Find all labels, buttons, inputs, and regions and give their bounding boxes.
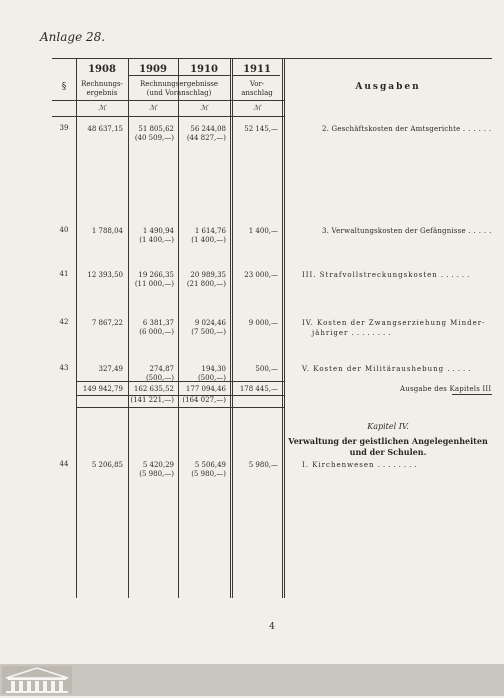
row-41-sec: 41 — [59, 270, 69, 278]
row-41-1910: 20 989,35 — [190, 271, 226, 279]
year-1911: 1911 — [243, 64, 271, 75]
row-42-1909: 6 381,37 — [142, 319, 174, 327]
row-39-1910-est: (44 827,—) — [186, 134, 226, 142]
sub-1908-b: ergebnis — [86, 89, 118, 97]
total-1910-est: (164 027,—) — [182, 396, 226, 404]
row-44-1909-est: (5 980,—) — [139, 470, 174, 478]
row-42-1911: 9 000,— — [248, 319, 278, 327]
unit-1910: ℳ — [200, 104, 208, 112]
row-39-desc: 2. Geschäftskosten der Amtsgerichte ...... — [322, 125, 495, 133]
row-43-1908: 327,49 — [98, 365, 123, 373]
row-42-1910: 9 024,46 — [194, 319, 226, 327]
row-41-1909-est: (11 000,—) — [134, 280, 174, 288]
row-44-desc: I. Kirchenwesen ........ — [302, 461, 420, 469]
total-1909-est: (141 221,—) — [130, 396, 174, 404]
unit-1911: ℳ — [253, 104, 261, 112]
sub-1908-a: Rechnungs- — [81, 80, 123, 88]
row-44-1909: 5 420,29 — [142, 461, 174, 469]
ausgaben-header: Ausgaben — [355, 82, 421, 92]
total-1909: 162 635,52 — [133, 385, 174, 393]
row-39-1908: 48 637,15 — [87, 125, 123, 133]
row-43-1910: 194,30 — [201, 365, 226, 373]
chapter-heading-1: Verwaltung der geistlichen Angelegenheiten — [288, 436, 488, 446]
chapter-heading-2: und der Schulen. — [349, 447, 427, 457]
sub-1911-a: Vor- — [249, 80, 265, 88]
row-39-1911: 52 145,— — [244, 125, 278, 133]
unit-1908: ℳ — [98, 104, 106, 112]
row-40-1910-est: (1 400,—) — [191, 236, 226, 244]
row-44-sec: 44 — [59, 460, 69, 468]
row-40-1909-est: (1 400,—) — [139, 236, 174, 244]
row-43-desc: V. Kosten der Militäraushebung ..... — [302, 365, 474, 373]
row-43-1910-est: (500,—) — [197, 374, 226, 382]
row-42-1910-est: (7 500,—) — [191, 328, 226, 336]
row-41-1908: 12 393,50 — [87, 271, 123, 279]
total-1908: 149 942,79 — [82, 385, 123, 393]
total-1910: 177 094,46 — [185, 385, 226, 393]
total-1911: 178 445,— — [239, 385, 278, 393]
row-40-1908: 1 788,04 — [91, 227, 123, 235]
row-42-1909-est: (6 000,—) — [139, 328, 174, 336]
sub-1911-b: anschlag — [241, 89, 273, 97]
row-41-1911: 23 000,— — [244, 271, 278, 279]
row-39-1909: 51 805,62 — [138, 125, 174, 133]
row-41-1909: 19 266,35 — [138, 271, 174, 279]
row-41-1910-est: (21 800,—) — [186, 280, 226, 288]
group-sub-b: (und Voranschlag) — [146, 89, 212, 97]
row-44-1908: 5 206,85 — [91, 461, 123, 469]
footer-strip — [0, 664, 504, 696]
row-40-sec: 40 — [59, 226, 69, 234]
row-44-1910: 5 506,49 — [194, 461, 226, 469]
year-1909: 1909 — [139, 64, 167, 75]
row-43-1909: 274,87 — [149, 365, 174, 373]
row-39-1910: 56 244,08 — [190, 125, 226, 133]
row-43-1909-est: (500,—) — [145, 374, 174, 382]
row-40-1910: 1 614,76 — [194, 227, 226, 235]
chapter-title: Kapitel IV. — [367, 422, 409, 431]
total-desc: Ausgabe des Kapitels III — [400, 385, 492, 393]
year-1908: 1908 — [88, 64, 116, 75]
row-42-desc: IV. Kosten der Zwangserziehung Minder- — [302, 319, 486, 327]
page-header: Anlage 28. — [40, 30, 106, 44]
row-43-sec: 43 — [59, 364, 69, 372]
year-1910: 1910 — [190, 64, 218, 75]
row-40-1909: 1 490,94 — [142, 227, 174, 235]
row-39-sec: 39 — [59, 124, 69, 132]
group-sub-a: Rechnungsergebnisse — [139, 80, 219, 88]
row-40-desc: 3. Verwaltungskosten der Gefängnisse ..... — [322, 227, 495, 235]
unit-1909: ℳ — [149, 104, 157, 112]
row-40-1911: 1 400,— — [248, 227, 278, 235]
row-42-1908: 7 867,22 — [91, 319, 123, 327]
row-43-1911: 500,— — [255, 365, 278, 373]
row-44-1910-est: (5 980,—) — [191, 470, 226, 478]
row-39-1909-est: (40 509,—) — [134, 134, 174, 142]
library-logo — [2, 666, 72, 694]
row-42-sec: 42 — [59, 318, 69, 326]
row-42-desc-cont: jähriger ........ — [312, 329, 394, 337]
row-41-desc: III. Strafvollstreckungskosten ...... — [302, 271, 473, 279]
row-44-1911: 5 980,— — [248, 461, 278, 469]
paragraph-header: § — [61, 82, 67, 92]
page-number: 4 — [269, 622, 275, 632]
